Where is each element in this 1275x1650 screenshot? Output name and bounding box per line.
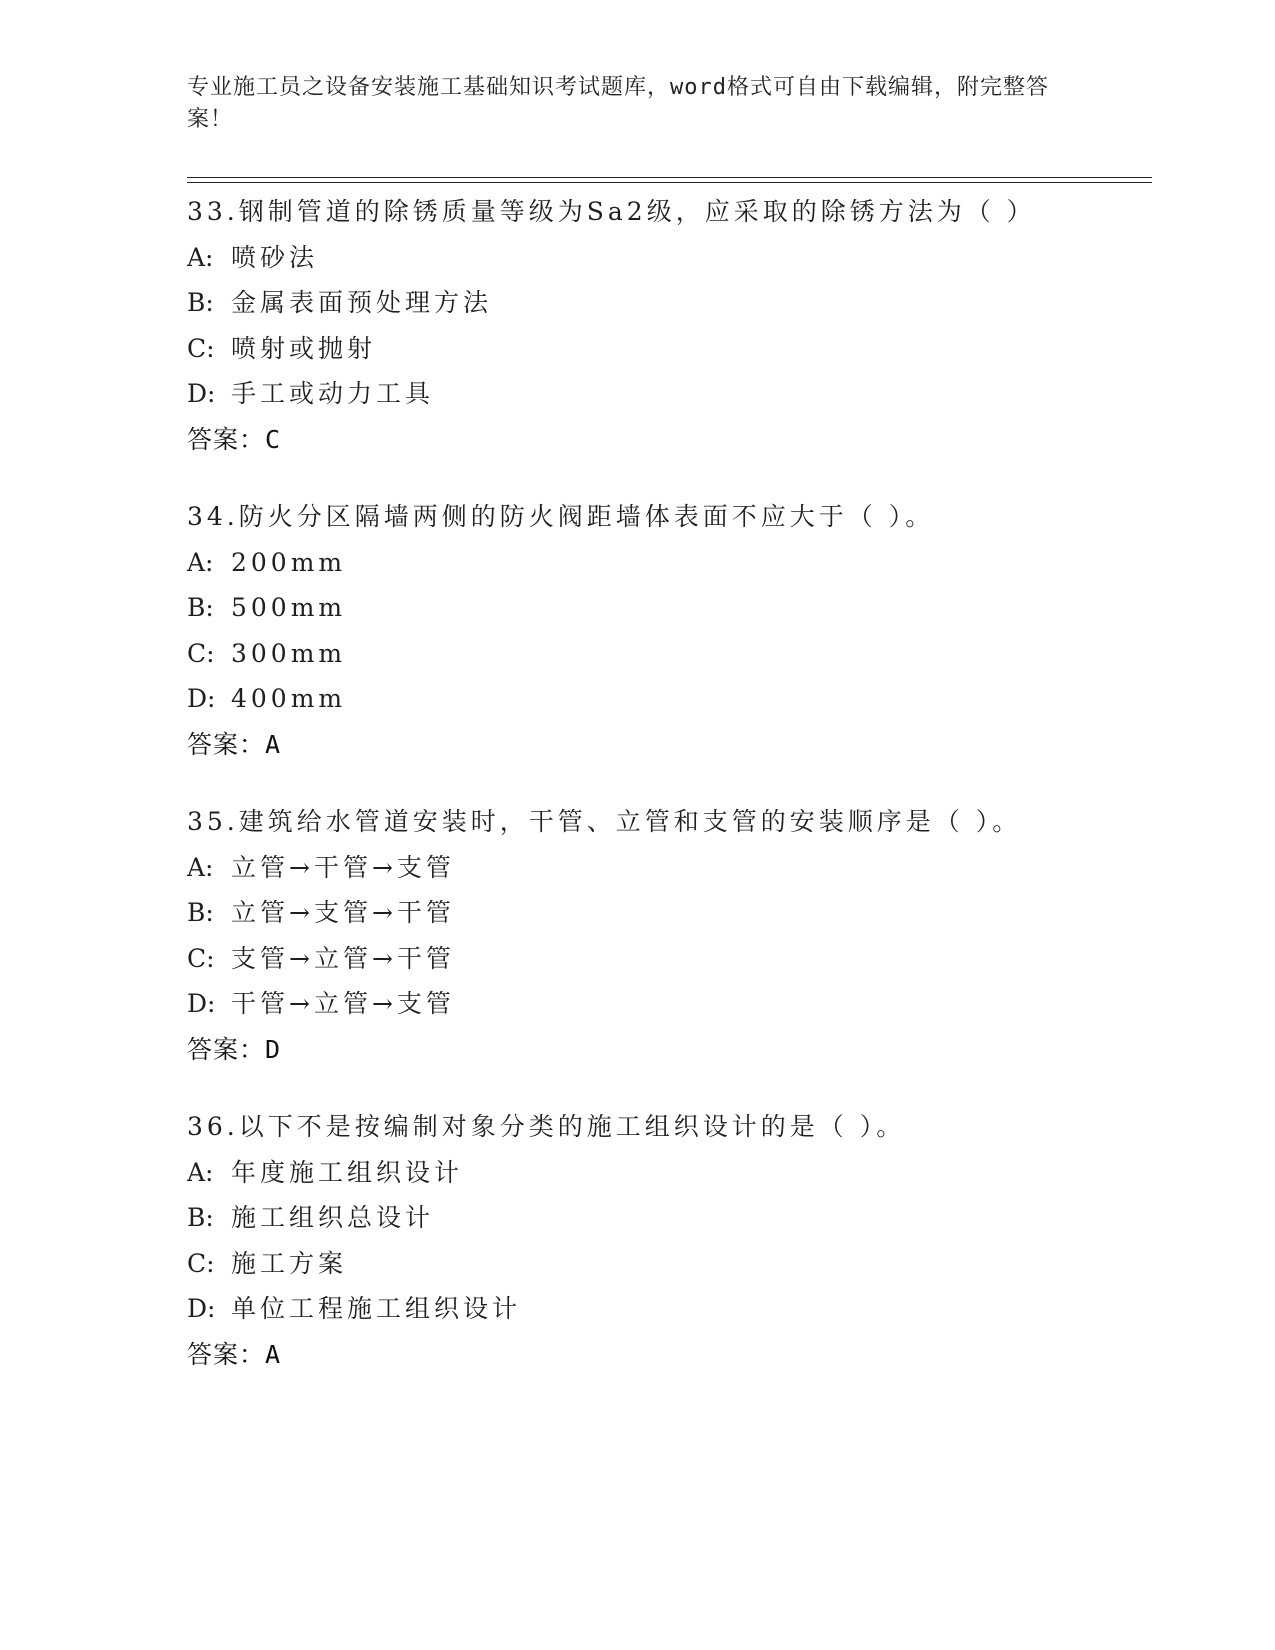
option-a bbox=[187, 235, 1147, 281]
option-b bbox=[187, 1195, 1147, 1241]
option-text: 年度施工组织设计 bbox=[231, 1157, 464, 1187]
option-label: B: bbox=[187, 593, 214, 623]
header-divider-top bbox=[187, 177, 1152, 178]
option-label: C: bbox=[187, 333, 215, 363]
option-text: 金属表面预处理方法 bbox=[231, 288, 493, 318]
option-d bbox=[187, 1286, 1147, 1332]
option-text: 支管→立管→干管 bbox=[231, 943, 455, 973]
option-b bbox=[187, 585, 1147, 631]
option-label: D: bbox=[187, 1294, 216, 1324]
option-label: C: bbox=[187, 1248, 215, 1278]
option-label: B: bbox=[187, 898, 214, 928]
answer-value: A bbox=[265, 729, 282, 759]
option-c bbox=[187, 631, 1147, 677]
answer-line bbox=[187, 417, 1147, 463]
option-text: 立管→支管→干管 bbox=[231, 898, 455, 928]
answer-value: C bbox=[265, 424, 282, 454]
answer-label: 答案： bbox=[187, 1034, 266, 1064]
question-36 bbox=[187, 1104, 1147, 1378]
question-stem: 33.钢制管道的除锈质量等级为Sa2级，应采取的除锈方法为（ ） bbox=[187, 197, 1036, 226]
option-text: 干管→立管→支管 bbox=[231, 989, 455, 1019]
answer-line bbox=[187, 1332, 1147, 1378]
option-text: 施工方案 bbox=[231, 1248, 348, 1278]
question-stem: 34.防火分区隔墙两侧的防火阀距墙体表面不应大于（ ）。 bbox=[187, 502, 935, 531]
document-header: 专业施工员之设备安装施工基础知识考试题库，word格式可自由下载编辑，附完整答案！ bbox=[187, 75, 1049, 132]
option-text: 施工组织总设计 bbox=[231, 1203, 435, 1233]
option-d bbox=[187, 371, 1147, 417]
option-text: 喷射或抛射 bbox=[231, 333, 377, 363]
answer-value: D bbox=[265, 1034, 282, 1064]
question-stem: 35.建筑给水管道安装时，干管、立管和支管的安装顺序是（ ）。 bbox=[187, 807, 1022, 836]
option-label: A: bbox=[187, 1157, 214, 1187]
option-a bbox=[187, 845, 1147, 891]
option-label: D: bbox=[187, 989, 216, 1019]
option-text: 单位工程施工组织设计 bbox=[231, 1294, 522, 1324]
question-33 bbox=[187, 189, 1147, 463]
option-text: 400mm bbox=[231, 684, 347, 714]
option-c bbox=[187, 936, 1147, 982]
question-34 bbox=[187, 494, 1147, 768]
option-text: 500mm bbox=[231, 593, 347, 623]
option-label: C: bbox=[187, 943, 215, 973]
option-a bbox=[187, 1150, 1147, 1196]
header-divider-bottom bbox=[187, 182, 1152, 183]
question-35 bbox=[187, 799, 1147, 1073]
answer-label: 答案： bbox=[187, 729, 266, 759]
answer-line bbox=[187, 1027, 1147, 1073]
question-stem: 36.以下不是按编制对象分类的施工组织设计的是（ ）。 bbox=[187, 1112, 906, 1141]
answer-value: A bbox=[265, 1339, 282, 1369]
answer-label: 答案： bbox=[187, 424, 266, 454]
option-label: B: bbox=[187, 288, 214, 318]
option-d bbox=[187, 676, 1147, 722]
option-c bbox=[187, 1241, 1147, 1287]
option-label: D: bbox=[187, 684, 216, 714]
option-d bbox=[187, 981, 1147, 1027]
option-b bbox=[187, 280, 1147, 326]
option-label: A: bbox=[187, 547, 214, 577]
answer-line bbox=[187, 722, 1147, 768]
option-label: D: bbox=[187, 379, 216, 409]
option-c bbox=[187, 326, 1147, 372]
option-label: B: bbox=[187, 1203, 214, 1233]
option-text: 200mm bbox=[231, 547, 347, 577]
option-label: C: bbox=[187, 638, 215, 668]
option-b bbox=[187, 890, 1147, 936]
option-text: 喷砂法 bbox=[231, 242, 319, 272]
option-label: A: bbox=[187, 242, 214, 272]
option-a bbox=[187, 540, 1147, 586]
option-text: 300mm bbox=[231, 638, 347, 668]
answer-label: 答案： bbox=[187, 1339, 266, 1369]
option-text: 立管→干管→支管 bbox=[231, 852, 455, 882]
option-text: 手工或动力工具 bbox=[231, 379, 435, 409]
option-label: A: bbox=[187, 852, 214, 882]
